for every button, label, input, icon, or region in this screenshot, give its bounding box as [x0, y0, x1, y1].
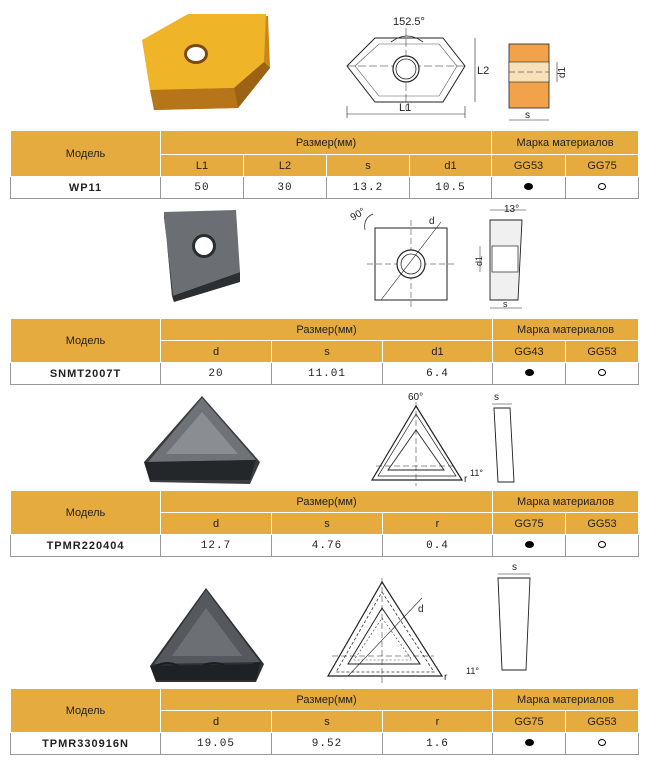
model-header: Модель: [11, 131, 161, 177]
tpmr220404-side-drawing: [480, 390, 540, 490]
material-header: Марка материалов: [493, 491, 639, 513]
filled-circle-icon: [525, 739, 534, 746]
value-cell: 1.6: [383, 733, 493, 755]
filled-circle-icon: [524, 183, 533, 190]
d1-label: d1: [557, 66, 568, 78]
value-cell: 12.7: [161, 535, 272, 557]
col-gg53: GG53: [566, 513, 639, 535]
r-label: r: [444, 672, 448, 683]
s-label: s: [494, 392, 499, 403]
empty-circle-icon: [598, 183, 606, 190]
material-header: Марка материалов: [492, 131, 639, 155]
value-cell: 50: [161, 177, 244, 199]
size-header: Размер(мм): [161, 131, 492, 155]
col-d1: d1: [410, 155, 492, 177]
section-tpmr220404: [0, 388, 670, 568]
material-header: Марка материалов: [493, 319, 639, 341]
snmt-side-drawing: [470, 200, 540, 312]
model-cell: TPMR220404: [11, 535, 161, 557]
size-header: Размер(мм): [161, 491, 493, 513]
value-cell: 0.4: [383, 535, 493, 557]
col-s: s: [272, 711, 383, 733]
value-cell: 20: [161, 363, 272, 385]
angle2-label: 13°: [504, 204, 520, 215]
filled-circle-icon: [525, 369, 534, 376]
angle-label: 152.5°: [393, 16, 425, 28]
l1-label: L1: [399, 102, 412, 114]
tpmr330916n-spec-table: [10, 688, 639, 755]
s-label: s: [512, 562, 517, 573]
col-r: r: [383, 513, 493, 535]
model-header: Модель: [11, 689, 161, 733]
angle2-label: 11°: [470, 468, 483, 478]
col-d: d: [161, 341, 272, 363]
wp11-insert-photo: [138, 12, 278, 130]
col-s: s: [272, 341, 383, 363]
snmt-front-drawing: [345, 204, 465, 314]
tpmr220404-front-drawing: [362, 390, 492, 490]
empty-circle-icon: [598, 739, 606, 746]
col-d: d: [161, 513, 272, 535]
angle-label: 60°: [408, 392, 424, 403]
value-cell: 11.01: [272, 363, 383, 385]
col-gg75: GG75: [493, 711, 566, 733]
col-d1: d1: [383, 341, 493, 363]
table-row: [11, 733, 639, 755]
value-cell: 30: [244, 177, 327, 199]
s-label: s: [525, 110, 530, 121]
tpmr330916n-insert-photo: [148, 586, 268, 686]
col-gg53: GG53: [492, 155, 566, 177]
table-row: [11, 177, 639, 199]
d1-label: d1: [474, 255, 484, 266]
empty-circle-icon: [598, 541, 606, 548]
tpmr330916n-front-drawing: [324, 578, 464, 690]
col-gg43: GG43: [493, 341, 566, 363]
snmt-insert-photo: [160, 206, 250, 306]
r-label: r: [464, 474, 468, 485]
value-cell: 13.2: [327, 177, 410, 199]
col-r: r: [383, 711, 493, 733]
tpmr220404-insert-photo: [140, 392, 270, 488]
model-header: Модель: [11, 491, 161, 535]
wp11-front-drawing: [335, 14, 495, 124]
tpmr330916n-side-drawing: [460, 560, 540, 690]
section-snmt2007t: [0, 200, 670, 395]
wp11-side-drawing: [505, 40, 575, 130]
angle-label: 90°: [348, 206, 368, 224]
col-gg53: GG53: [566, 341, 639, 363]
s-label: s: [503, 299, 508, 309]
tpmr220404-spec-table: [10, 490, 639, 557]
model-header: Модель: [11, 319, 161, 363]
angle2-label: 11°: [466, 666, 479, 676]
table-row: [11, 535, 639, 557]
size-header: Размер(мм): [161, 689, 493, 711]
value-cell: 19.05: [161, 733, 272, 755]
value-cell: 4.76: [272, 535, 383, 557]
wp11-spec-table: [10, 130, 639, 199]
table-row: [11, 363, 639, 385]
col-gg53: GG53: [566, 711, 639, 733]
snmt-spec-table: [10, 318, 639, 385]
d-label: d: [429, 216, 435, 227]
col-s: s: [272, 513, 383, 535]
col-l2: L2: [244, 155, 327, 177]
value-cell: 9.52: [272, 733, 383, 755]
l2-label: L2: [477, 65, 490, 77]
filled-circle-icon: [525, 541, 534, 548]
empty-circle-icon: [598, 369, 606, 376]
col-s: s: [327, 155, 410, 177]
d-label: d: [418, 604, 424, 615]
col-gg75: GG75: [493, 513, 566, 535]
section-tpmr330916n: [0, 560, 670, 775]
value-cell: 10.5: [410, 177, 492, 199]
section-wp11: [0, 0, 670, 200]
model-cell: SNMT2007T: [11, 363, 161, 385]
col-d: d: [161, 711, 272, 733]
value-cell: 6.4: [383, 363, 493, 385]
model-cell: WP11: [11, 177, 161, 199]
model-cell: TPMR330916N: [11, 733, 161, 755]
col-l1: L1: [161, 155, 244, 177]
size-header: Размер(мм): [161, 319, 493, 341]
col-gg75: GG75: [566, 155, 639, 177]
material-header: Марка материалов: [493, 689, 639, 711]
